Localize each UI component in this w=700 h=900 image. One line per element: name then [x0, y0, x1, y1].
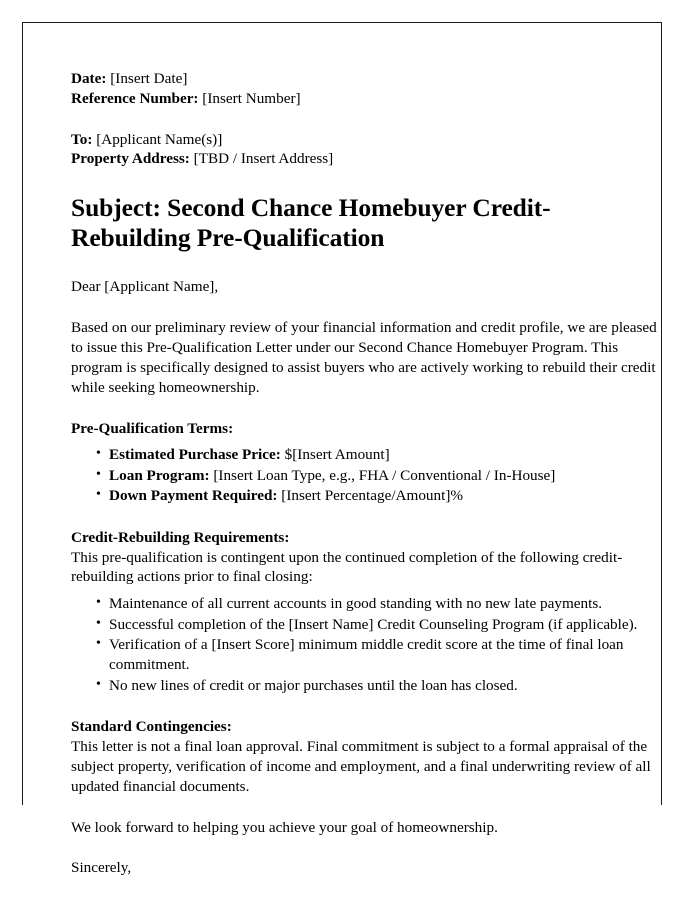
- to-label: To:: [71, 130, 93, 148]
- property-address-value: [TBD / Insert Address]: [193, 150, 334, 168]
- date-value: [Insert Date]: [110, 70, 188, 87]
- spacer: [71, 837, 661, 858]
- spacer: [71, 169, 661, 193]
- terms-list: [71, 445, 661, 506]
- metadata-property-address-row: [71, 149, 661, 169]
- term-label: Loan Program:: [109, 466, 210, 484]
- metadata-reference-row: [71, 89, 661, 109]
- reference-number-label: Reference Number:: [71, 89, 199, 107]
- term-value: [Insert Percentage/Amount]%: [281, 487, 464, 505]
- list-item: • Verification of a [Insert Score] minimum middle credit score at the time of final loan commitment.: [109, 635, 661, 675]
- requirements-list: [71, 594, 661, 695]
- document-body: [71, 69, 661, 878]
- requirements-heading: Credit-Rebuilding Requirements:: [71, 528, 290, 546]
- reference-number-value: [Insert Number]: [202, 89, 301, 107]
- document-page: [22, 22, 662, 877]
- to-value: [Applicant Name(s)]: [96, 130, 223, 148]
- term-value: $[Insert Amount]: [284, 446, 390, 464]
- term-label: Estimated Purchase Price:: [109, 446, 281, 464]
- page-title: Subject: Second Chance Homebuyer Credit-Rebuilding Pre-Qualification: [71, 193, 551, 253]
- metadata-date-row: [71, 69, 661, 89]
- closing-line: We look forward to helping you achieve your goal of homeownership.: [71, 818, 498, 836]
- property-address-label: Property Address:: [71, 150, 190, 168]
- spacer: [71, 253, 661, 277]
- contingencies-body: This letter is not a final loan approval. Final commitment is subject to a formal appraisal of the subject property, verification of income and employment, and a final underwriting review of all updated financial documents.: [71, 737, 651, 795]
- term-label: Down Payment Required:: [109, 487, 278, 505]
- recipient-metadata: [71, 130, 661, 170]
- spacer: [71, 297, 661, 318]
- list-item: [109, 445, 661, 465]
- date-label: Date:: [71, 70, 107, 87]
- spacer: [71, 507, 661, 528]
- contingencies-heading: Standard Contingencies:: [71, 717, 232, 735]
- spacer: [71, 109, 661, 130]
- terms-heading: Pre-Qualification Terms:: [71, 419, 234, 437]
- list-item: • No new lines of credit or major purchases until the loan has closed.: [109, 676, 661, 696]
- signoff: Sincerely,: [71, 859, 132, 877]
- list-item: • Maintenance of all current accounts in good standing with no new late payments.: [109, 594, 661, 614]
- term-value: [Insert Loan Type, e.g., FHA / Conventional / In-House]: [213, 466, 556, 484]
- letter-metadata: [71, 69, 661, 109]
- requirements-intro: This pre-qualification is contingent upon the continued completion of the following credit-rebuilding actions prior to final closing:: [71, 548, 623, 586]
- intro-paragraph: Based on our preliminary review of your financial information and credit profile, we are pleased to issue this Pre-Qualification Letter under our Second Chance Homebuyer Program. This program is specifically designed to assist buyers who are actively working to rebuild their credit while seeking homeownership.: [71, 318, 657, 396]
- spacer: [71, 398, 661, 419]
- spacer: [71, 797, 661, 818]
- salutation: Dear [Applicant Name],: [71, 278, 219, 296]
- metadata-to-row: [71, 130, 661, 150]
- list-item: [109, 486, 661, 506]
- list-item: [109, 466, 661, 486]
- list-item: • Successful completion of the [Insert Name] Credit Counseling Program (if applicable).: [109, 615, 661, 635]
- spacer: [71, 696, 661, 717]
